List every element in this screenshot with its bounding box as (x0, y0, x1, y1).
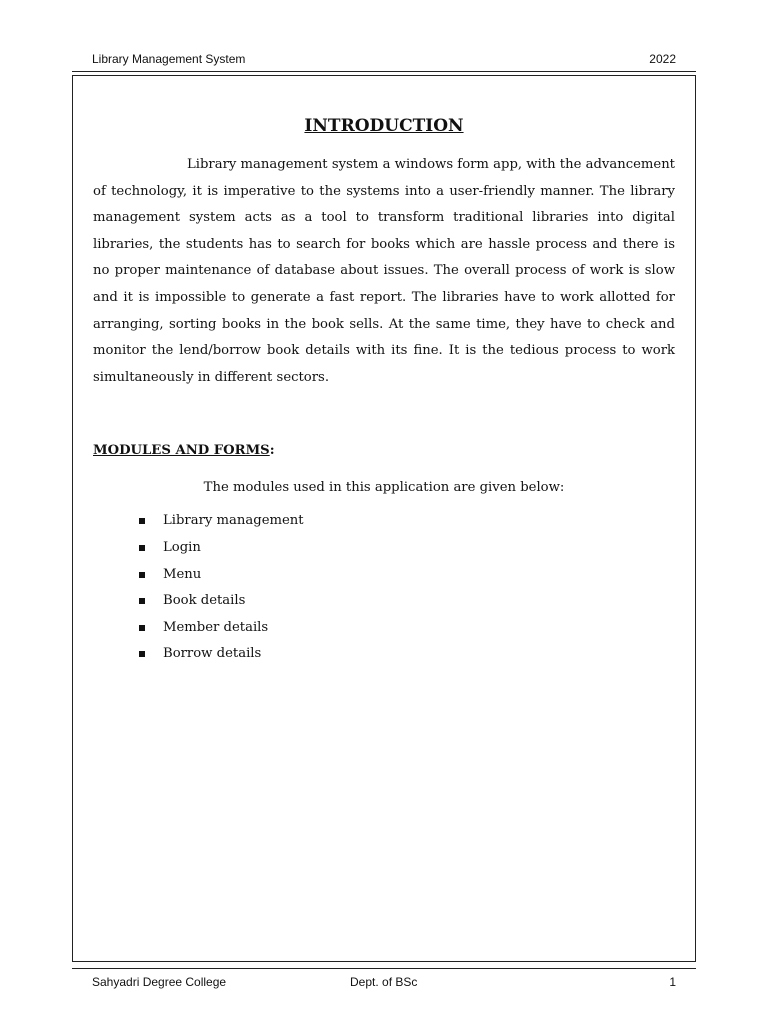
module-label: Book details (163, 593, 246, 609)
page-header (92, 52, 676, 72)
list-item (139, 588, 675, 615)
bullet-square-icon (139, 598, 145, 604)
list-item (139, 535, 675, 562)
list-item (139, 641, 675, 668)
footer-department: Dept. of BSc (350, 975, 418, 989)
bullet-square-icon (139, 572, 145, 578)
header-rule (72, 71, 696, 72)
modules-heading (93, 439, 675, 463)
modules-lead: The modules used in this application are given below: (203, 480, 565, 496)
bullet-square-icon (139, 545, 145, 551)
intro-paragraph: Library management system a windows form app, with the advancement of technology, it is imperative to the systems into a user-friendly manner. The library management system acts as a tool to transform traditional libraries into digital libraries, the students has to search for books which are hassle process and there is no proper maintenance of database about issues. The overall process of work is slow and it is impossible to generate a fast report. The libraries have to work allotted for arranging, sorting books in the book sells. At the same time, they have to check and monitor the lend/borrow book details with its fine. It is the tedious process to work simultaneously in different sectors. (93, 157, 675, 385)
modules-heading-text: MODULES AND FORMS (93, 443, 270, 459)
footer-college: Sahyadri Degree College (92, 975, 227, 989)
modules-heading-colon: : (269, 443, 275, 459)
module-label: Menu (163, 566, 202, 582)
module-label: Library management (163, 513, 304, 529)
section-title: INTRODUCTION (304, 116, 464, 136)
module-label: Borrow details (163, 646, 262, 662)
header-title: Library Management System (92, 52, 246, 66)
page-number: 1 (669, 975, 676, 989)
bullet-square-icon (139, 625, 145, 631)
module-label: Member details (163, 619, 269, 635)
list-item (139, 615, 675, 642)
list-item (139, 562, 675, 589)
page-content (93, 114, 675, 668)
page-footer (92, 975, 676, 995)
list-item (139, 508, 675, 535)
footer-rule (72, 968, 696, 969)
bullet-square-icon (139, 651, 145, 657)
modules-list (93, 508, 675, 668)
bullet-square-icon (139, 518, 145, 524)
module-label: Login (163, 539, 201, 555)
header-year: 2022 (649, 52, 676, 66)
